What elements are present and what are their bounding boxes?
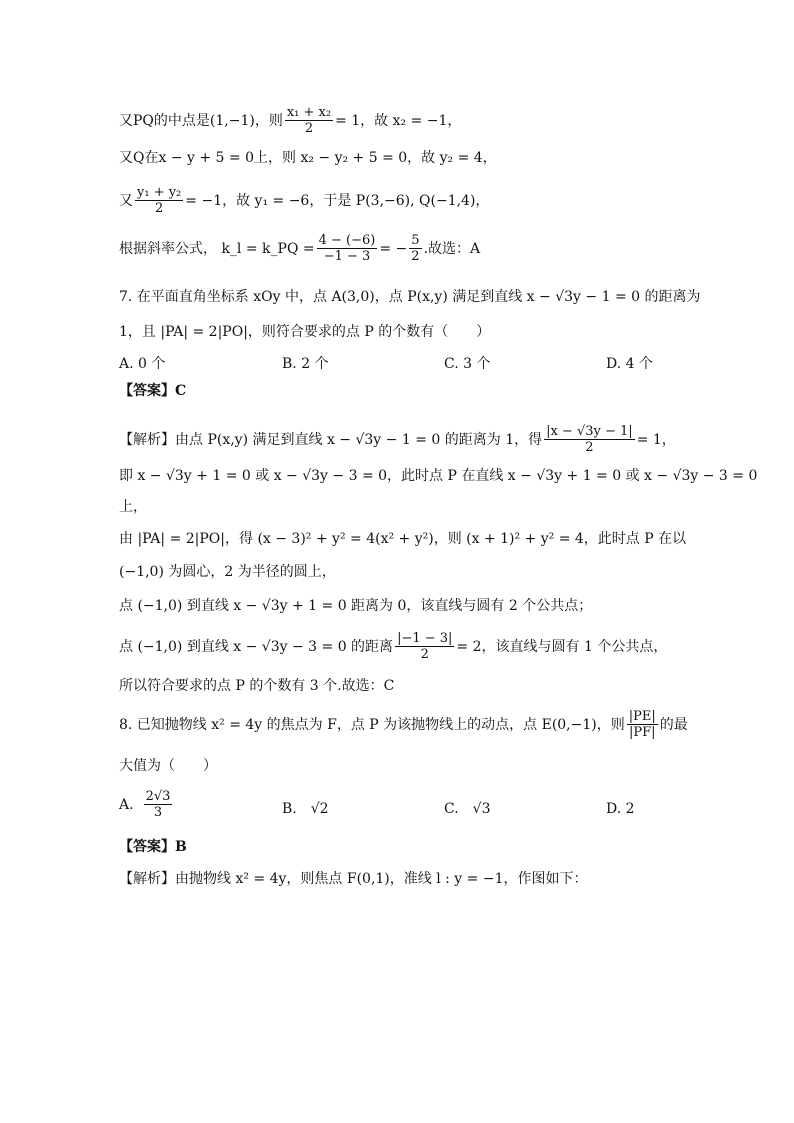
answer-7: [119, 384, 186, 398]
solution-line-y1: [119, 186, 489, 215]
fraction: [135, 186, 183, 215]
text: 又: [119, 192, 133, 209]
option-c-7: C. 3 个: [444, 356, 491, 372]
numerator: y₁ + y₂: [137, 185, 182, 200]
numerator: x₁ + x₂: [286, 105, 332, 120]
denominator: |PF|: [628, 725, 656, 740]
solution-8-line-1: [119, 872, 587, 886]
solution-7-line-7: [119, 632, 667, 661]
option-b-7: B. 2 个: [282, 356, 329, 372]
denominator: −1 − 3: [323, 249, 371, 264]
text: 大值为（ ）: [119, 758, 217, 774]
text: 【解析】由点 P(x,y) 满足到直线 x − √3y − 1 = 0 的距离为 1，得: [119, 431, 543, 448]
text: 由 |PA| = 2|PO|，得 (x − 3)² + y² = 4(x² + y²)，则 (x + 1)² + y² = 4，此时点 P 在以: [119, 531, 687, 547]
option-c-8: C. √3: [444, 801, 491, 817]
solution-7-line-2: [119, 469, 757, 483]
text: = 1，: [636, 431, 676, 448]
denominator: 2: [411, 249, 420, 264]
option-a-8: [119, 790, 174, 819]
text: 的最: [659, 716, 688, 733]
text: 1，且 |PA| = 2|PO|，则符合要求的点 P 的个数有（ ）: [119, 324, 491, 340]
solution-7-line-3: [119, 500, 147, 514]
denominator: 2: [155, 201, 164, 216]
text: 所以符合要求的点 P 的个数有 3 个.故选：C: [119, 678, 395, 694]
option-d-7: D. 4 个: [606, 356, 653, 372]
text: 【答案】C: [119, 383, 187, 399]
solution-line-q-on-line: [119, 151, 497, 165]
solution-7-line-5: [119, 565, 336, 579]
text: 【解析】由抛物线 x² = 4y，则焦点 F(0,1)，准线 l : y = −1，作图如下：: [119, 871, 588, 887]
question-8-line-1: [119, 710, 688, 739]
denominator: 2: [585, 440, 594, 455]
numerator: 4 − (−6): [318, 233, 376, 248]
question-7-line-1: [119, 290, 700, 304]
text: (−1,0) 为圆心，2 为半径的圆上，: [119, 564, 336, 580]
solution-line-slope: [119, 234, 480, 263]
numerator: 5: [411, 233, 420, 248]
text: = 1，故 x₂ = −1，: [335, 112, 462, 129]
text: 上，: [119, 499, 147, 515]
text: .故选：A: [423, 240, 481, 257]
text: 即 x − √3y + 1 = 0 或 x − √3y − 3 = 0，此时点 P 在直线 x − √3y + 1 = 0 或 x − √3y − 3 = 0: [119, 468, 758, 484]
fraction: [285, 106, 333, 135]
fraction: [409, 234, 421, 263]
fraction: [144, 790, 173, 819]
question-8-line-2: [119, 759, 217, 773]
text: 点 (−1,0) 到直线 x − √3y − 3 = 0 的距离: [119, 638, 394, 655]
option-d-8: D. 2: [606, 801, 635, 817]
numerator: |−1 − 3|: [397, 631, 453, 646]
text: = 2，该直线与圆有 1 个公共点，: [456, 638, 668, 655]
fraction: [544, 425, 635, 454]
solution-7-line-1: [119, 425, 676, 454]
text: = −: [379, 240, 408, 257]
fraction: [395, 632, 454, 661]
text: 点 (−1,0) 到直线 x − √3y + 1 = 0 距离为 0，该直线与圆有 2 个公共点；: [119, 598, 593, 614]
solution-7-line-8: [119, 679, 394, 693]
option-b-8: B. √2: [282, 801, 329, 817]
text: 7. 在平面直角坐标系 xOy 中，点 A(3,0)，点 P(x,y) 满足到直线 x − √3y − 1 = 0 的距离为: [119, 289, 701, 305]
text: = −1，故 y₁ = −6，于是 P(3,−6), Q(−1,4)，: [185, 192, 490, 209]
fraction: [627, 710, 658, 739]
denominator: 2: [304, 121, 314, 136]
solution-line-midpoint: [119, 106, 461, 135]
answer-8: [119, 840, 187, 854]
option-a-7: A. 0 个: [119, 356, 166, 372]
question-7-line-2: [119, 325, 490, 339]
denominator: 3: [153, 805, 163, 820]
numerator: |x − √3y − 1|: [546, 424, 633, 439]
text: 8. 已知抛物线 x² = 4y 的焦点为 F，点 P 为该抛物线上的动点，点 E(0,−1)，则: [119, 716, 625, 733]
text: 又Q在x − y + 5 = 0上，则 x₂ − y₂ + 5 = 0，故 y₂ = 4，: [119, 150, 497, 166]
solution-7-line-4: [119, 532, 686, 546]
solution-7-line-6: [119, 599, 592, 613]
option-label: A.: [119, 796, 134, 813]
text: 又PQ的中点是(1,−1)，则: [119, 112, 283, 129]
fraction: [317, 234, 378, 263]
text: 【答案】B: [119, 839, 187, 855]
denominator: 2: [420, 647, 429, 662]
numerator: |PE|: [628, 709, 656, 724]
numerator: 2√3: [145, 789, 171, 804]
text: 根据斜率公式， k_l = k_PQ =: [119, 240, 315, 257]
